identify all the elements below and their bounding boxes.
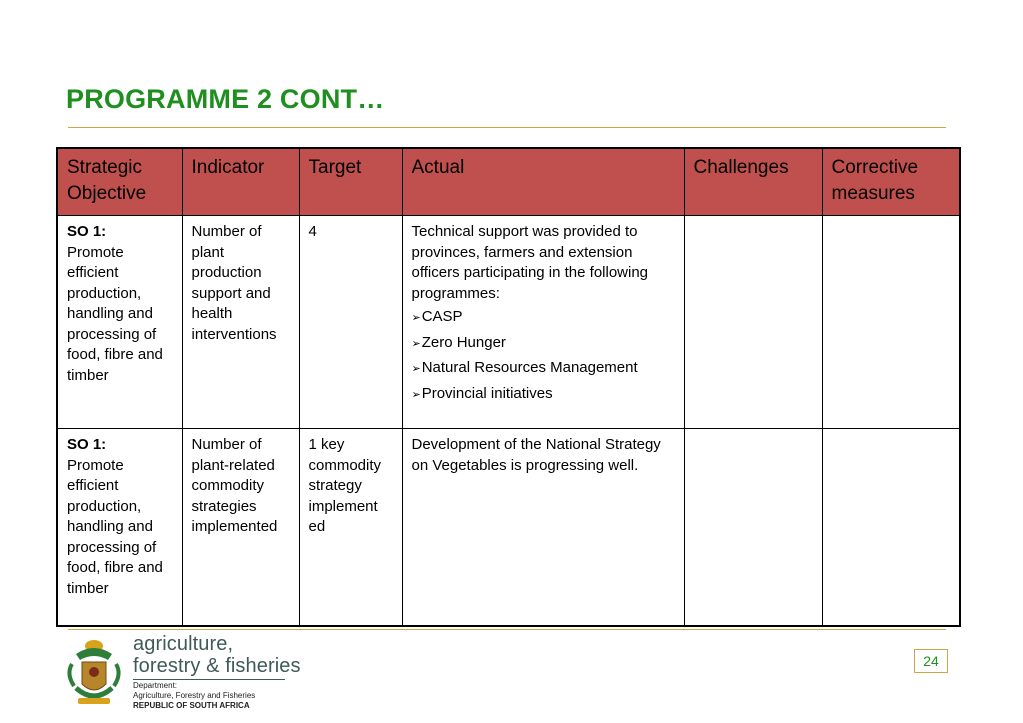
- list-item-label: Natural Resources Management: [421, 359, 638, 376]
- list-item-label: Zero Hunger: [421, 333, 506, 351]
- challenges-cell: [684, 216, 822, 429]
- brand-divider: [133, 679, 285, 680]
- footer-divider: [68, 629, 946, 630]
- table-row: [57, 216, 960, 429]
- indicator-cell: Number of plant-related commodity strategies implemented: [182, 429, 299, 626]
- list-item: [412, 307, 677, 329]
- coat-of-arms-icon: [66, 634, 122, 710]
- actual-text: Technical support was provided to provinces, farmers and extension officers participating in the following programmes:: [411, 223, 649, 302]
- slide-title: PROGRAMME 2 CONT…: [66, 84, 385, 114]
- page-number: 24: [914, 649, 948, 673]
- table-row: [57, 429, 960, 626]
- list-item: [412, 333, 677, 355]
- corrective-cell: [822, 429, 960, 626]
- brand-line-1: agriculture,: [133, 633, 234, 655]
- target-cell: 1 key commodity strategy implement ed: [299, 429, 402, 626]
- objective-code: SO 1:: [67, 436, 107, 453]
- title-divider: [68, 127, 946, 128]
- header-target: Target: [299, 148, 402, 216]
- list-item: [412, 384, 677, 406]
- country-name: REPUBLIC OF SOUTH AFRICA: [133, 701, 250, 710]
- actual-cell: [402, 429, 684, 626]
- list-item-label: Provincial initiatives: [421, 384, 553, 402]
- objective-text: Promote efficient production, handling and processing of food, fibre and timber: [67, 243, 163, 384]
- department-label: Department:: [133, 681, 178, 690]
- arrow-bullet-icon: ➢: [411, 336, 421, 350]
- arrow-bullet-icon: ➢: [411, 311, 421, 324]
- programme-table: [56, 147, 961, 627]
- list-item-label: CASP: [421, 308, 463, 325]
- arrow-bullet-icon: ➢: [411, 387, 421, 401]
- target-cell: 4: [299, 216, 402, 429]
- objective-text: Promote efficient production, handling and processing of food, fibre and timber: [67, 456, 163, 597]
- department-name: Agriculture, Forestry and Fisheries: [133, 691, 256, 700]
- objective-cell: [57, 429, 182, 626]
- challenges-cell: [684, 429, 822, 626]
- brand-line-2: forestry & fisheries: [133, 655, 301, 677]
- corrective-cell: [822, 216, 960, 429]
- objective-cell: [57, 216, 182, 429]
- actual-text: Development of the National Strategy on Vegetables is progressing well.: [411, 436, 661, 474]
- header-strategic-objective: Strategic Objective: [57, 148, 182, 216]
- objective-code: SO 1:: [67, 223, 107, 240]
- header-challenges: Challenges: [684, 148, 822, 216]
- table-header-row: [57, 148, 960, 216]
- header-indicator: Indicator: [182, 148, 299, 216]
- list-item: [412, 358, 677, 380]
- actual-cell: [402, 216, 684, 429]
- indicator-cell: Number of plant production support and health interventions: [182, 216, 299, 429]
- arrow-bullet-icon: ➢: [411, 362, 421, 375]
- programme-list: [412, 307, 677, 405]
- header-actual: Actual: [402, 148, 684, 216]
- header-corrective-measures: Corrective measures: [822, 148, 960, 216]
